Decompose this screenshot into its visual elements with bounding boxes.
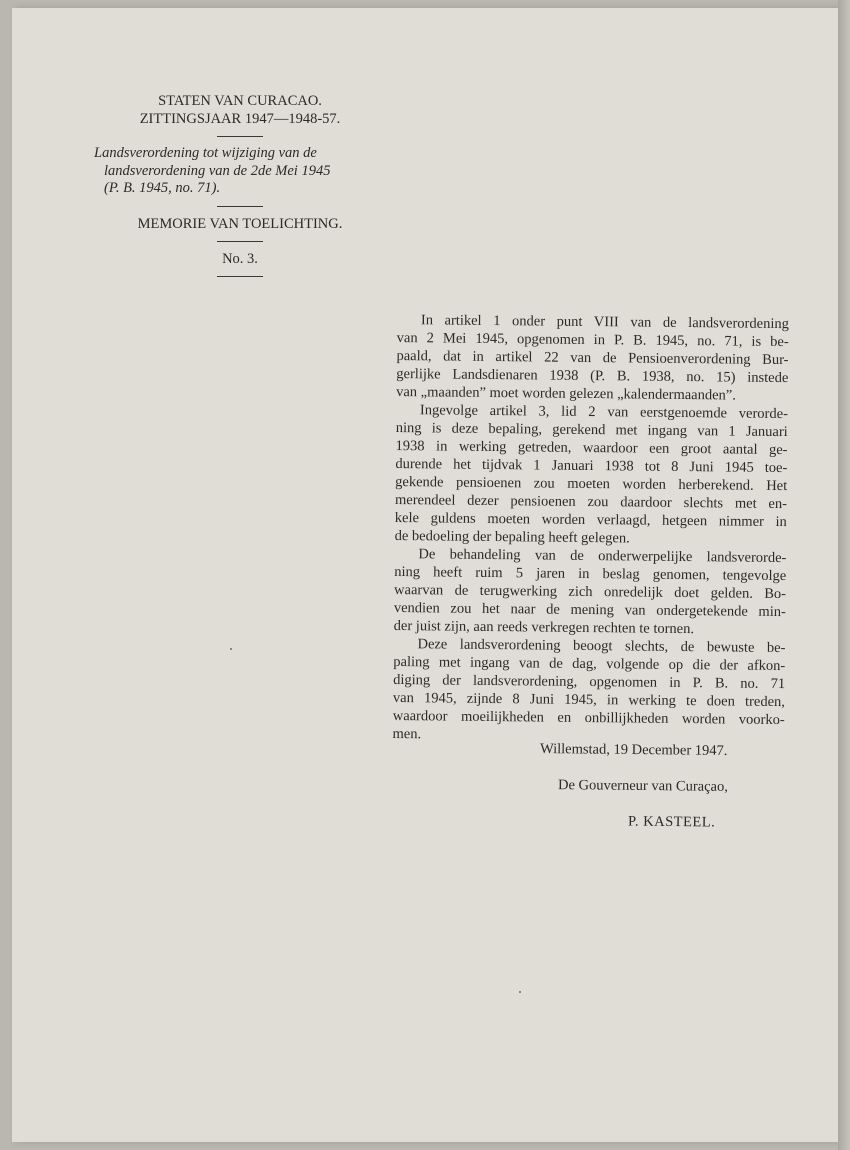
text-line: waarvan de terugwerking zich onredelijk doet gelden. Bo-	[393, 581, 787, 603]
paragraph	[395, 401, 788, 549]
text-line: gekende pensioenen zou moeten worden herberekend. Het	[395, 473, 788, 495]
paragraph	[392, 635, 785, 747]
text-line: van „maanden” moet worden gelezen „kalendermaanden”.	[396, 383, 736, 404]
text-line: vendien zou het naar de mening van ondergetekende min-	[393, 599, 786, 621]
paper-speck	[519, 991, 521, 993]
signatory-role: De Gouverneur van Curaçao,	[557, 777, 728, 795]
text-line: In artikel 1 onder punt VIII van de landsverordening	[420, 312, 789, 333]
header-title-line-2: ZITTINGSJAAR 1947—1948-57.	[139, 111, 341, 127]
document-header	[90, 92, 390, 285]
subject-line: (P. B. 1945, no. 71).	[104, 180, 221, 196]
header-title-line-1: STATEN VAN CURACAO.	[158, 93, 322, 109]
text-line: van 1945, zijnde 8 Juni 1945, in werking te doen treden,	[392, 689, 786, 711]
subject-line: Landsverordening tot wijziging van de	[94, 145, 317, 161]
divider	[217, 276, 263, 277]
page-edge	[838, 0, 850, 1150]
divider	[217, 241, 263, 242]
text-line: de bedoeling der bepaling heeft gelegen.	[394, 527, 630, 547]
subject	[90, 145, 390, 198]
paragraph	[394, 545, 787, 639]
divider	[217, 136, 263, 137]
text-line: Ingevolge artikel 3, lid 2 van eerstgenoemde verorde-	[419, 402, 789, 423]
text-line: van 2 Mei 1945, opgenomen in P. B. 1945, no. 71, is be-	[396, 329, 789, 351]
paragraph	[396, 311, 789, 405]
divider	[217, 206, 263, 207]
signatory-name: P. KASTEEL.	[627, 813, 716, 831]
text-line: kele guldens moeten worden verlaagd, hetgeen nimmer in	[394, 509, 787, 531]
text-line: waardoor moeilijkheden en onbillijkheden worden voorko-	[392, 707, 785, 729]
text-line: der juist zijn, aan reeds verkregen rechten te tornen.	[393, 617, 695, 638]
paper-speck	[230, 648, 232, 650]
text-line: men.	[392, 725, 422, 743]
document-number: No. 3.	[222, 250, 258, 267]
text-line: De behandeling van de onderwerpelijke landsverorde-	[418, 546, 787, 567]
subject-line: landsverordening van de 2de Mei 1945	[104, 162, 331, 179]
body-text	[392, 311, 789, 747]
text-line: ning heeft ruim 5 jaren in beslag genomen, tengevolge	[394, 563, 787, 585]
text-line: paling met ingang van de dag, volgende op die der afkon-	[393, 653, 786, 675]
text-line: paald, dat in artikel 22 van de Pensioenverordening Bur-	[396, 347, 789, 369]
text-line: durende het tijdvak 1 Januari 1938 tot 8 Juni 1945 toe-	[395, 455, 788, 477]
place-date: Willemstad, 19 December 1947.	[539, 741, 728, 759]
text-line: diging der landsverordening, opgenomen in P. B. no. 71	[393, 671, 786, 693]
text-line: merendeel dezer pensioenen zou daardoor slechts met en-	[394, 491, 788, 513]
text-line: Deze landsverordening beoogt slechts, de bewuste be-	[417, 636, 786, 657]
text-line: ning is deze bepaling, gerekend met ingang van 1 Januari	[395, 419, 788, 441]
text-line: gerlijke Landsdienaren 1938 (P. B. 1938, no. 15) instede	[396, 365, 789, 387]
document-type: MEMORIE VAN TOELICHTING.	[137, 215, 343, 232]
text-line: 1938 in werking getreden, waardoor een groot aantal ge-	[395, 437, 788, 459]
